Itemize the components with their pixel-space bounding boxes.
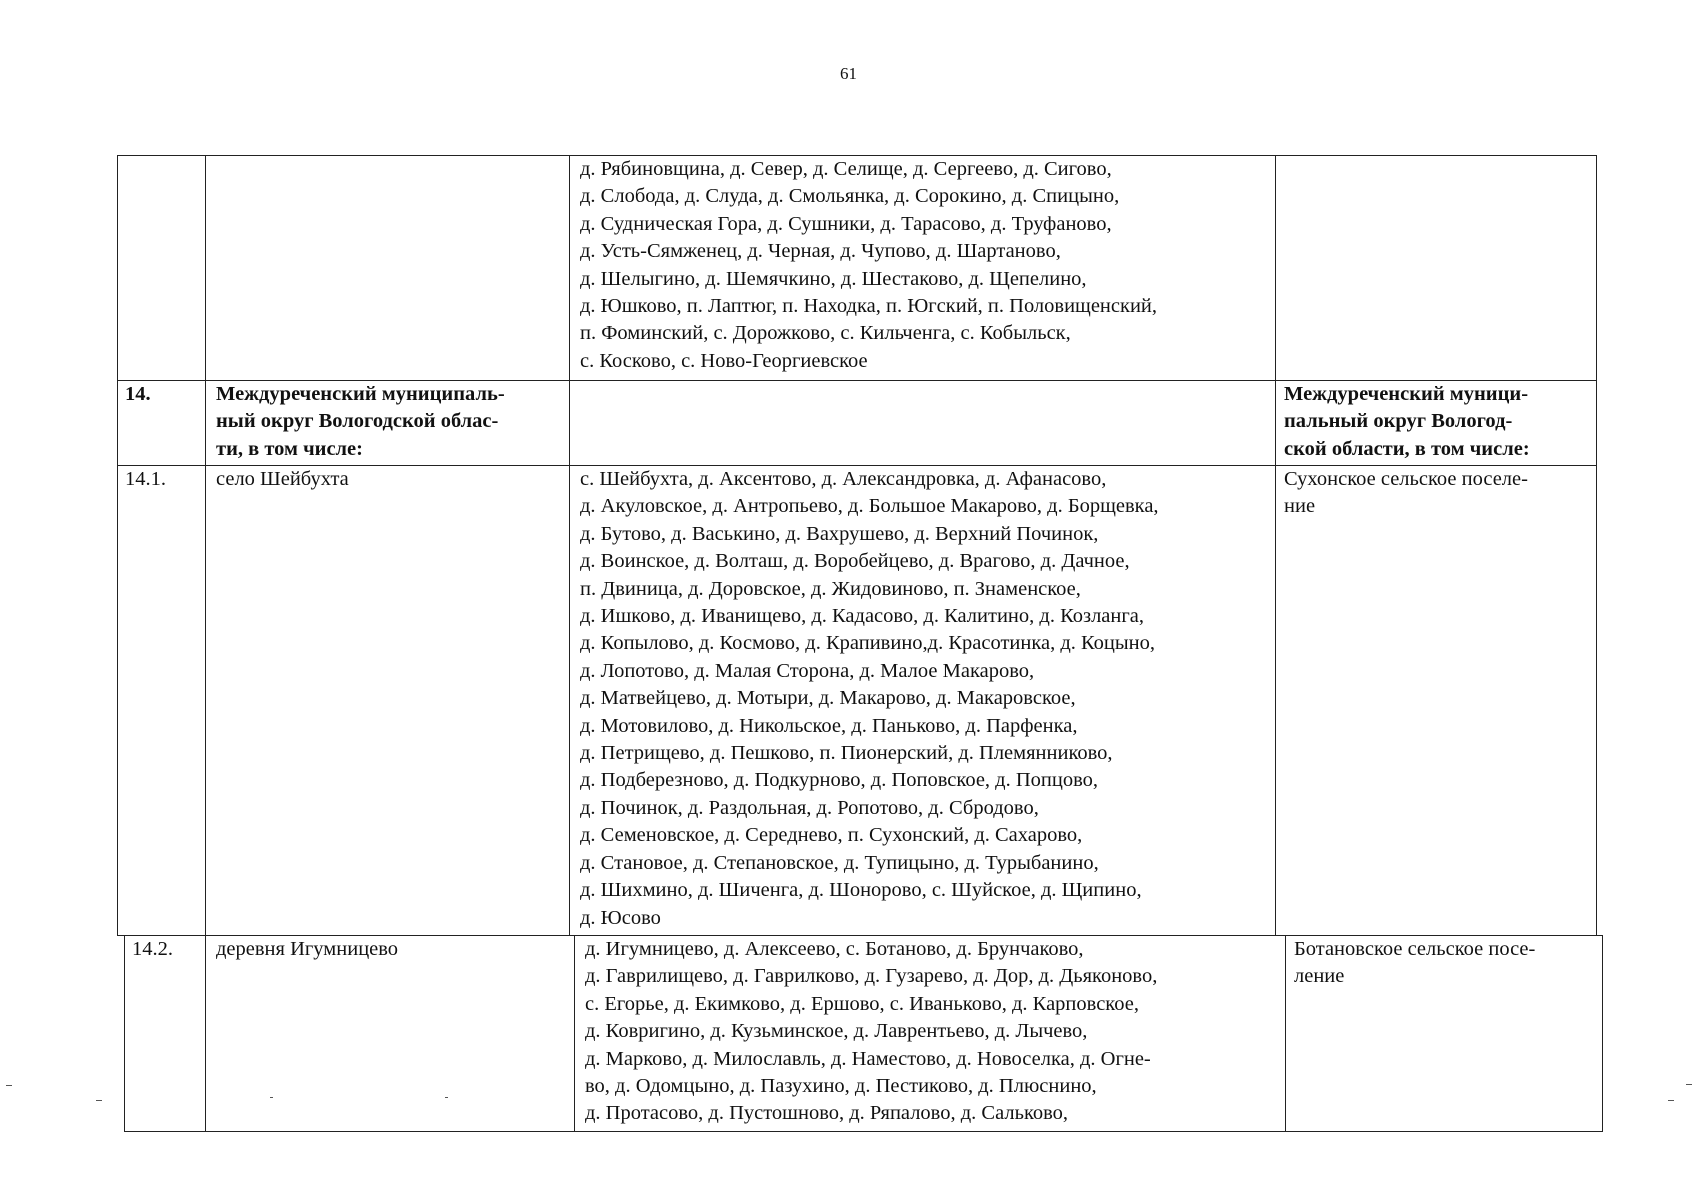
municipality-name-line: ный округ Вологодской облас-: [216, 410, 499, 433]
settlement-line: д. Семеновское, д. Середнево, п. Сухонский, д. Сахарово,: [580, 824, 1083, 847]
settlements-list-cell: [575, 936, 1286, 1132]
settlement-line: д. Мотовилово, д. Никольское, д. Паньково, д. Парфенка,: [580, 714, 1078, 737]
scan-artifact: [96, 1100, 102, 1101]
settlement-line: д. Игумницево, д. Алексеево, с. Ботаново, д. Брунчаково,: [585, 938, 1084, 960]
settlement-line: д. Юсово: [580, 906, 661, 929]
empty-settlements-cell: [570, 381, 1276, 466]
row-number: 14.2.: [125, 936, 206, 1132]
settlements-table: [117, 155, 1597, 936]
scan-artifact: [270, 1097, 273, 1098]
scan-artifact: [1686, 1084, 1692, 1085]
settlement-line: д. Ковригино, д. Кузьминское, д. Лаврентьево, д. Лычево,: [585, 1020, 1088, 1043]
settlement-line: д. Починок, д. Раздольная, д. Ропотово, д. Сбродово,: [580, 796, 1039, 819]
row-number: 14.1.: [118, 466, 206, 936]
table-row-14: [118, 381, 1597, 466]
settlement-line: д. Копылово, д. Космово, д. Крапивино,д. Красотинка, д. Коцыно,: [580, 632, 1156, 655]
settlement-line: п. Фоминский, с. Дорожково, с. Кильченга, с. Кобыльск,: [580, 322, 1071, 345]
region-line: Ботановское сельское посе-: [1294, 938, 1536, 960]
settlement-line: д. Подберезново, д. Подкурново, д. Поповское, д. Попцово,: [580, 769, 1099, 792]
region-cell: [1276, 466, 1597, 936]
scan-artifact: [6, 1085, 12, 1086]
page-number: 61: [840, 64, 857, 83]
scan-artifact: [1668, 1100, 1674, 1101]
settlement-line: д. Матвейцево, д. Мотыри, д. Макарово, д. Макаровское,: [580, 687, 1076, 710]
table-row-14-1: [118, 466, 1597, 936]
settlement-line: д. Марково, д. Милославль, д. Наместово, д. Новоселка, д. Огне-: [585, 1047, 1151, 1070]
region-line: ние: [1284, 495, 1316, 518]
settlement-line: д. Усть-Сямженец, д. Черная, д. Чупово, д. Шартаново,: [580, 240, 1061, 263]
settlement-line: д. Гаврилищево, д. Гаврилково, д. Гузарево, д. Дор, д. Дьяконово,: [585, 965, 1158, 988]
region-line: Сухонское сельское поселе-: [1284, 468, 1528, 490]
settlement-line: д. Рябиновщина, д. Север, д. Селище, д. Сергеево, д. Сигово,: [580, 158, 1112, 180]
region-line: ление: [1294, 965, 1345, 988]
continuation-region-cell: [1276, 156, 1597, 381]
settlement-line: д. Шихмино, д. Шиченга, д. Шонорово, с. Шуйское, д. Щипино,: [580, 879, 1142, 902]
municipality-name-cell: [206, 381, 570, 466]
settlement-line: д. Протасово, д. Пустошново, д. Ряпалово, д. Сальково,: [585, 1102, 1069, 1125]
settlement-line: д. Акуловское, д. Антропьево, д. Большое Макарово, д. Борщевка,: [580, 495, 1159, 518]
settlements-table-continued: [124, 935, 1603, 1132]
region-cell: [1276, 381, 1597, 466]
settlement-line: д. Шелыгино, д. Шемячкино, д. Шестаково, д. Щепелино,: [580, 267, 1087, 290]
settlement-line: д. Ишково, д. Иванищево, д. Кадасово, д. Калитино, д. Козланга,: [580, 605, 1145, 628]
continuation-number-cell: [118, 156, 206, 381]
settlement-name: село Шейбухта: [206, 466, 570, 936]
row-number: 14.: [118, 381, 206, 466]
settlement-name: деревня Игумницево: [206, 936, 575, 1132]
settlement-line: д. Становое, д. Степановское, д. Тупицыно, д. Турыбанино,: [580, 851, 1099, 874]
settlement-line: с. Егорье, д. Екимково, д. Ершово, с. Иваньково, д. Карповское,: [585, 992, 1139, 1015]
region-line: ской области, в том числе:: [1284, 437, 1530, 460]
continuation-row: [118, 156, 1597, 381]
settlement-line: д. Лопотово, д. Малая Сторона, д. Малое Макарово,: [580, 659, 1035, 682]
settlements-list-cell: [570, 466, 1276, 936]
settlement-line: во, д. Одомцыно, д. Пазухино, д. Пестиково, д. Плюснино,: [585, 1075, 1097, 1098]
settlement-line: с. Косково, с. Ново-Георгиевское: [580, 349, 868, 372]
settlement-line: д. Воинское, д. Волташ, д. Воробейцево, д. Врагово, д. Дачное,: [580, 550, 1130, 573]
region-line: Междуреченский муници-: [1284, 383, 1529, 405]
settlement-line: д. Петрищево, д. Пешково, п. Пионерский, д. Племянниково,: [580, 742, 1113, 765]
region-cell: [1286, 936, 1603, 1132]
settlement-line: д. Судническая Гора, д. Сушники, д. Тарасово, д. Труфаново,: [580, 212, 1112, 235]
settlement-line: д. Юшково, п. Лаптюг, п. Находка, п. Югский, п. Половищенский,: [580, 295, 1158, 318]
region-line: пальный округ Вологод-: [1284, 410, 1513, 433]
municipality-name-line: ти, в том числе:: [216, 437, 363, 460]
continuation-settlements-cell: [570, 156, 1276, 381]
settlement-line: д. Слобода, д. Слуда, д. Смольянка, д. Сорокино, д. Спицыно,: [580, 185, 1120, 208]
settlement-line: с. Шейбухта, д. Аксентово, д. Александровка, д. Афанасово,: [580, 468, 1107, 490]
table-row-14-2: [125, 936, 1603, 1132]
scan-artifact: [445, 1097, 448, 1098]
municipality-name-line: Междуреченский муниципаль-: [216, 383, 505, 405]
settlement-line: д. Бутово, д. Васькино, д. Вахрушево, д. Верхний Починок,: [580, 522, 1099, 545]
continuation-name-cell: [206, 156, 570, 381]
settlement-line: п. Двиница, д. Доровское, д. Жидовиново, п. Знаменское,: [580, 577, 1081, 600]
